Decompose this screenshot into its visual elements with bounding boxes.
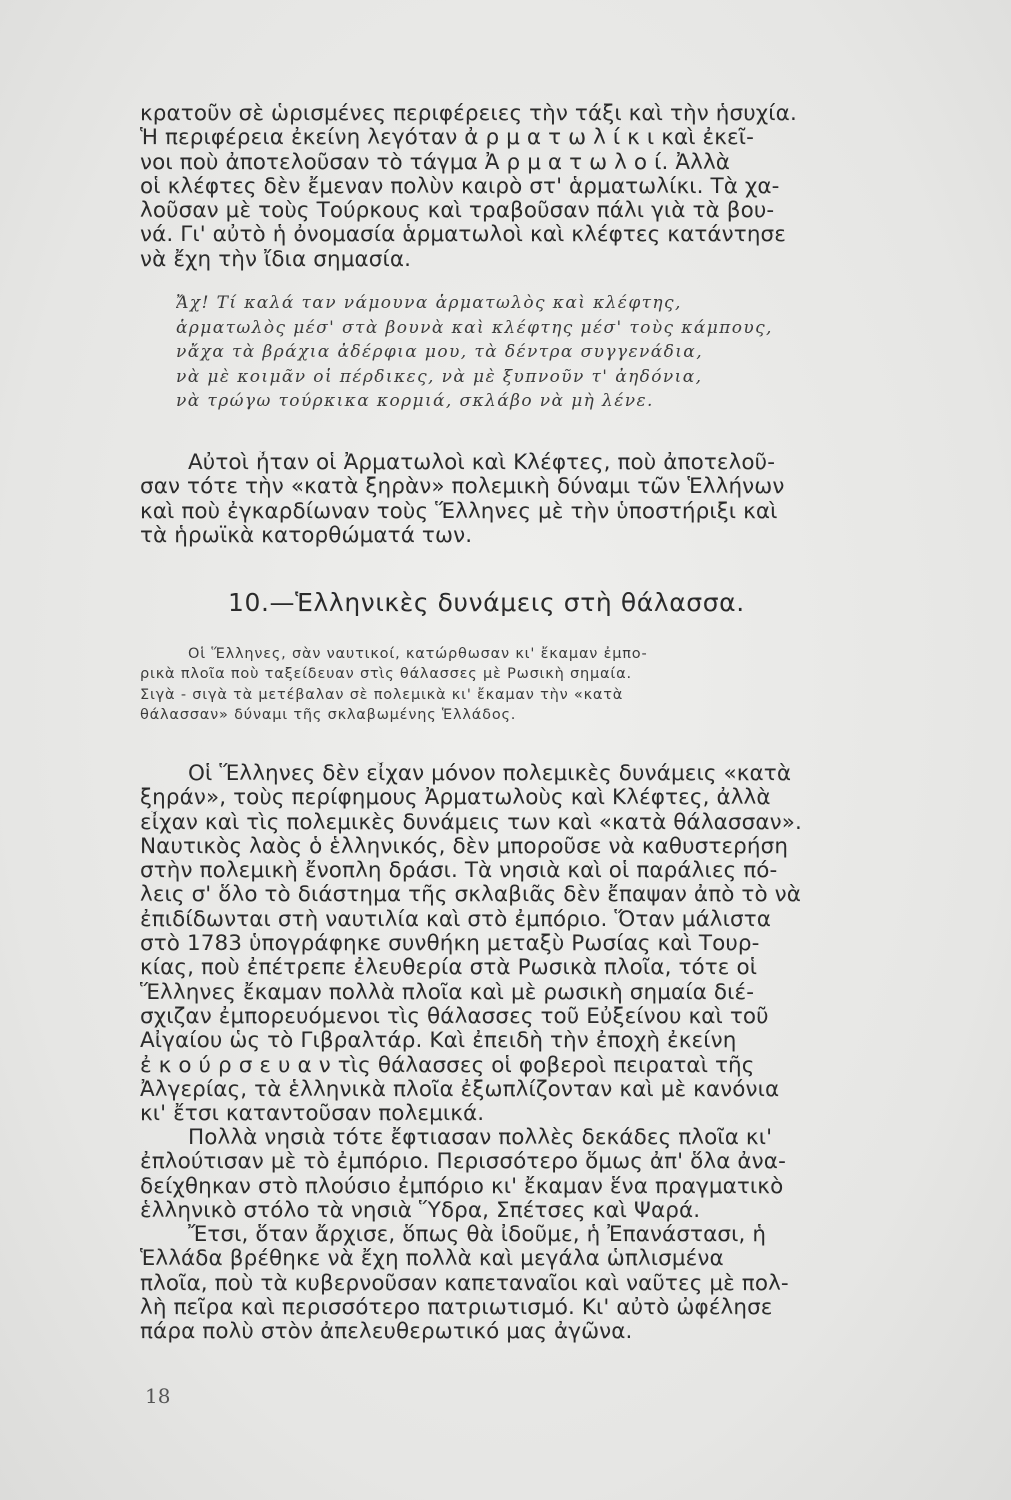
poem-line: νὰ τρώγω τούρκικα κορμιά, σκλάβο νὰ μὴ λένε. <box>176 391 654 411</box>
text-line: Πολλὰ νησιὰ τότε ἔφτιασαν πολλὲς δεκάδες πλοῖα κι' <box>188 1126 773 1150</box>
summary-line: ρικὰ πλοῖα ποὺ ταξείδευαν στὶς θάλασσες μὲ Ρωσικὴ σημαία. <box>140 666 632 683</box>
poem-line: ἁρματωλὸς μέσ' στὰ βουνὰ καὶ κλέφτης μέσ' τοὺς κάμπους, <box>176 317 773 338</box>
summary-line: θάλασσαν» δύναμι τῆς σκλαβωμένης Ἑλλάδος. <box>140 706 517 723</box>
text-line: λεις σ' ὅλο τὸ διάστημα τῆς σκλαβιᾶς δὲν ἔπαψαν ἀπὸ τὸ νὰ <box>140 883 802 908</box>
text-line: κίας, ποὺ ἐπέτρεπε ἐλευθερία στὰ Ρωσικὰ πλοῖα, τότε οἱ <box>140 956 758 981</box>
section-summary <box>140 644 868 725</box>
text-line: Ἕλληνες ἔκαμαν πολλὰ πλοῖα καὶ μὲ ρωσικὴ σημαία διέ- <box>140 980 755 1005</box>
folk-poem <box>176 291 876 414</box>
text-line: Ἔτσι, ὅταν ἄρχισε, ὅπως θὰ ἰδοῦμε, ἡ Ἐπανάστασι, ἡ <box>188 1223 767 1247</box>
intro-paragraph <box>140 102 868 272</box>
text-line: σαν τότε τὴν «κατὰ ξηρὰν» πολεμικὴ δύναμι τῶν Ἑλλήνων <box>140 475 785 500</box>
text-line: ἑλληνικὸ στόλο τὰ νησιὰ Ὕδρα, Σπέτσες καὶ Ψαρά. <box>140 1198 701 1223</box>
text-line: εἶχαν καὶ τὶς πολεμικὲς δυνάμεις των καὶ «κατὰ θάλασσαν». <box>140 810 802 835</box>
text-line: πλοῖα, ποὺ τὰ κυβερνοῦσαν καπεταναῖοι καὶ ναῦτες μὲ πολ- <box>140 1271 789 1296</box>
body-paragraph-2 <box>140 1126 868 1223</box>
page-number: 18 <box>145 1384 171 1408</box>
summary-line: Οἱ Ἕλληνες, σὰν ναυτικοί, κατώρθωσαν κι' ἔκαμαν ἐμπο- <box>188 646 648 662</box>
summary-line: Σιγὰ - σιγὰ τὰ μετέβαλαν σὲ πολεμικὰ κι' ἔκαμαν τὴν «κατὰ <box>140 686 624 703</box>
text-line: στὸ 1783 ὑπογράφηκε συνθήκη μεταξὺ Ρωσίας καὶ Τουρ- <box>140 932 760 957</box>
text-line: λοῦσαν μὲ τοὺς Τούρκους καὶ τραβοῦσαν πάλι γιὰ τὰ βου- <box>140 199 775 224</box>
paragraph-after-poem <box>140 451 868 548</box>
text-line: Οἱ Ἕλληνες δὲν εἶχαν μόνον πολεμικὲς δυνάμεις «κατὰ <box>188 762 792 786</box>
text-line: τὰ ἡρωϊκὰ κατορθώματά των. <box>140 523 473 548</box>
text-line: Ἀλγερίας, τὰ ἑλληνικὰ πλοῖα ἐξωπλίζονταν καὶ μὲ κανόνια <box>140 1077 780 1102</box>
text-line: Αἰγαίου ὡς τὸ Γιβραλτάρ. Καὶ ἐπειδὴ τὴν ἐποχὴ ἐκείνη <box>140 1029 737 1054</box>
text-line: σχιζαν ἐμπορευόμενοι τὶς θάλασσες τοῦ Εὐξείνου καὶ τοῦ <box>140 1004 769 1029</box>
body-paragraph-1 <box>140 762 868 1126</box>
text-line: κρατοῦν σὲ ὡρισμένες περιφέρειες τὴν τάξι καὶ τὴν ἡσυχία. <box>140 102 797 126</box>
text-line: ἐπλούτισαν μὲ τὸ ἐμπόριο. Περισσότερο ὅμως ἀπ' ὅλα ἀνα- <box>140 1150 786 1175</box>
body-paragraph-3 <box>140 1223 868 1344</box>
text-line: νὰ ἔχη τὴν ἴδια σημασία. <box>140 247 412 272</box>
poem-line: νὰ μὲ κοιμᾶν οἱ πέρδικες, νὰ μὲ ξυπνοῦν τ' ἀηδόνια, <box>176 366 703 387</box>
poem-line: νἄχα τὰ βράχια ἀδέρφια μου, τὰ δέντρα συγγενάδια, <box>176 342 703 362</box>
text-line: λὴ πεῖρα καὶ περισσότερο πατριωτισμό. Κι' αὐτὸ ὠφέλησε <box>140 1295 773 1320</box>
section-heading: 10.—Ἑλληνικὲς δυνάμεις στὴ θάλασσα. <box>228 588 745 617</box>
text-line: στὴν πολεμικὴ ἔνοπλη δράσι. Τὰ νησιὰ καὶ οἱ παράλιες πό- <box>140 859 778 884</box>
text-line: νά. Γι' αὐτὸ ἡ ὀνομασία ἁρματωλοὶ καὶ κλέφτες κατάντησε <box>140 223 786 248</box>
text-line: Αὐτοὶ ἦταν οἱ Ἀρματωλοὶ καὶ Κλέφτες, ποὺ ἀποτελοῦ- <box>188 451 776 475</box>
text-line: ἐπιδίδωνται στὴ ναυτιλία καὶ στὸ ἐμπόριο. Ὅταν μάλιστα <box>140 907 772 932</box>
text-line: κι' ἔτσι καταντοῦσαν πολεμικά. <box>140 1102 485 1127</box>
text-line: νοι ποὺ ἀποτελοῦσαν τὸ τάγμα Ἀ ρ μ α τ ω λ ο ί. Ἀλλὰ <box>140 150 731 175</box>
text-line: ξηράν», τοὺς περίφημους Ἀρματωλοὺς καὶ Κλέφτες, ἀλλὰ <box>140 786 771 811</box>
text-line: καὶ ποὺ ἐγκαρδίωναν τοὺς Ἕλληνες μὲ τὴν ὑποστήριξι καὶ <box>140 499 778 524</box>
text-line: Ναυτικὸς λαὸς ὁ ἑλληνικός, δὲν μποροῦσε νὰ καθυστερήση <box>140 834 789 859</box>
text-line: οἱ κλέφτες δὲν ἔμεναν πολὺν καιρὸ στ' ἁρματωλίκι. Τὰ χα- <box>140 174 780 199</box>
text-line: Ἑλλάδα βρέθηκε νὰ ἔχη πολλὰ καὶ μεγάλα ὡπλισμένα <box>140 1247 724 1272</box>
text-line: Ἡ περιφέρεια ἐκείνη λεγόταν ἀ ρ μ α τ ω λ ί κ ι καὶ ἐκεῖ- <box>140 126 754 151</box>
section-heading-container <box>228 588 868 618</box>
text-line: δείχθηκαν στὸ πλούσιο ἐμπόριο κι' ἔκαμαν ἕνα πραγματικὸ <box>140 1174 784 1199</box>
text-line: ἐ κ ο ύ ρ σ ε υ α ν τὶς θάλασσες οἱ φοβεροὶ πειραταὶ τῆς <box>140 1053 755 1078</box>
poem-line: Ἄχ! Τί καλά ταν νάμουνα ἁρματωλὸς καὶ κλέφτης, <box>176 293 682 313</box>
text-line: πάρα πολὺ στὸν ἀπελευθερωτικό μας ἀγῶνα. <box>140 1320 633 1345</box>
